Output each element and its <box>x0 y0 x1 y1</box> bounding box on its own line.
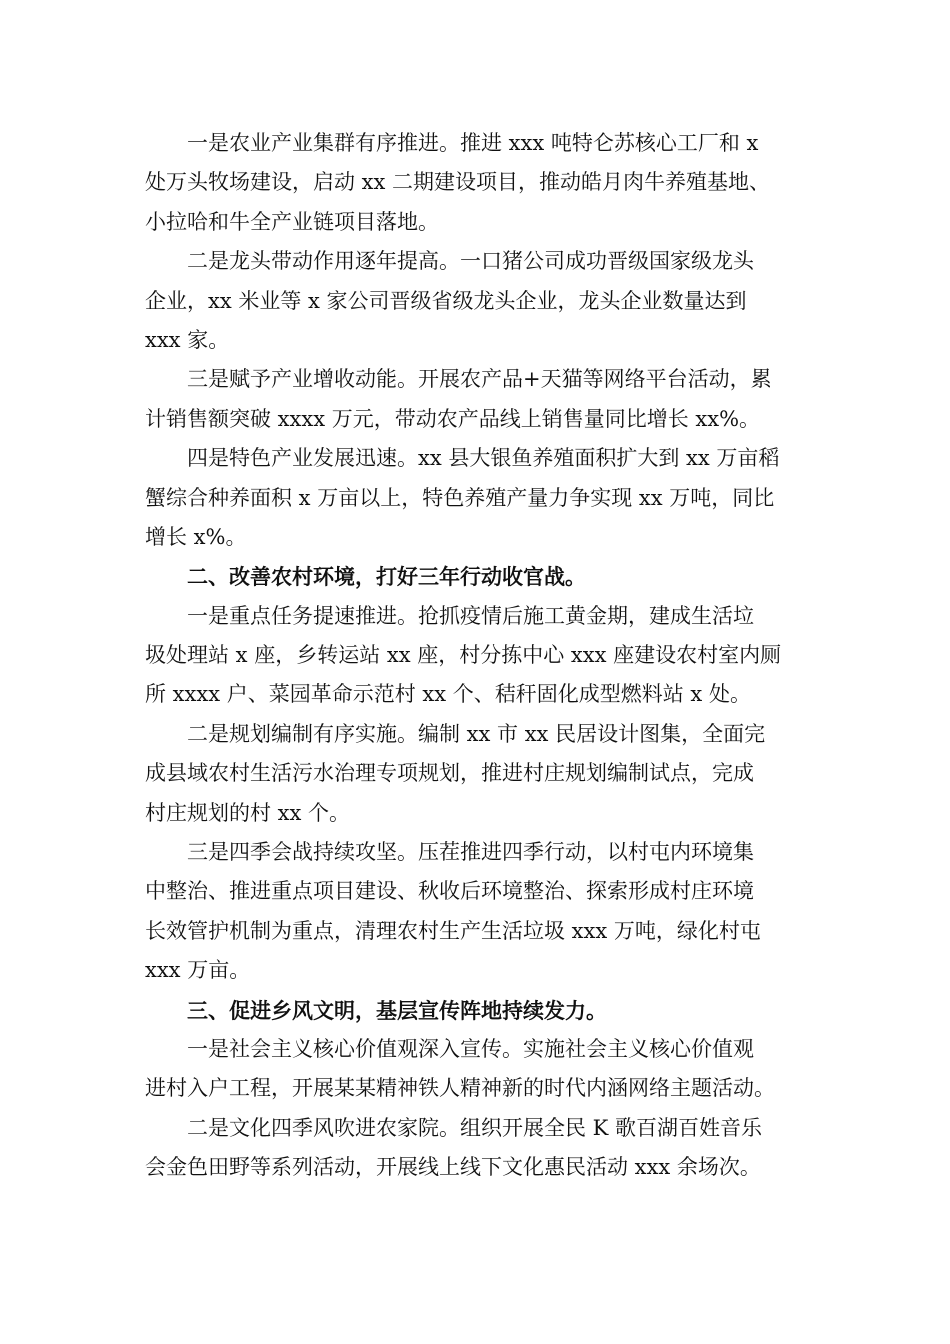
text-line: 村庄规划的村 xx 个。 <box>145 800 351 825</box>
text-line: 三是赋予产业增收动能。开展农产品+天猫等网络平台活动，累 <box>187 367 772 392</box>
text-line: 增长 x%。 <box>145 524 247 549</box>
paragraph-income-growth <box>145 360 817 439</box>
paragraph-core-values <box>145 1030 817 1109</box>
paragraph-agri-cluster <box>145 124 817 242</box>
text-line: 一是社会主义核心价值观深入宣传。实施社会主义核心价值观 <box>187 1036 754 1061</box>
paragraph-four-seasons-campaign <box>145 833 817 991</box>
text-line: 企业，xx 米业等 x 家公司晋级省级龙头企业，龙头企业数量达到 <box>145 288 747 313</box>
text-line: 进村入户工程，开展某某精神铁人精神新的时代内涵网络主题活动。 <box>145 1076 775 1101</box>
text-line: 一是农业产业集群有序推进。推进 xxx 吨特仑苏核心工厂和 x <box>187 131 759 155</box>
document-body <box>145 124 817 1188</box>
text-line: 二是规划编制有序实施。编制 xx 市 xx 民居设计图集，全面完 <box>187 721 766 746</box>
text-line: 一是重点任务提速推进。抢抓疫情后施工黄金期，建成生活垃 <box>187 603 754 628</box>
text-line: 会金色田野等系列活动，开展线上线下文化惠民活动 xxx 余场次。 <box>145 1155 761 1180</box>
text-line: 处万头牧场建设，启动 xx 二期建设项目，推动皓月肉牛养殖基地、 <box>145 170 771 195</box>
paragraph-leading-enterprises <box>145 242 817 360</box>
text-line: 成县域农村生活污水治理专项规划，推进村庄规划编制试点，完成 <box>145 761 754 786</box>
heading-text: 三、促进乡风文明，基层宣传阵地持续发力。 <box>187 997 607 1023</box>
paragraph-specialty-industry <box>145 439 817 557</box>
text-line: 计销售额突破 xxxx 万元，带动农产品线上销售量同比增长 xx%。 <box>145 406 761 431</box>
text-line: 蟹综合种养面积 x 万亩以上，特色养殖产量力争实现 xx 万吨，同比 <box>145 485 775 510</box>
paragraph-key-tasks <box>145 597 817 715</box>
text-line: xxx 家。 <box>145 327 230 352</box>
text-line: xxx 万亩。 <box>145 958 251 983</box>
section-heading-rural-environment <box>145 557 817 596</box>
heading-text: 二、改善农村环境，打好三年行动收官战。 <box>187 564 586 590</box>
text-line: 二是龙头带动作用逐年提高。一口猪公司成功晋级国家级龙头 <box>187 249 754 274</box>
text-line: 小拉哈和牛全产业链项目落地。 <box>145 209 439 234</box>
text-line: 三是四季会战持续攻坚。压茬推进四季行动，以村屯内环境集 <box>187 840 754 865</box>
text-line: 中整治、推进重点项目建设、秋收后环境整治、探索形成村庄环境 <box>145 879 754 904</box>
text-line: 圾处理站 x 座，乡转运站 xx 座，村分拣中心 xxx 座建设农村室内厕 <box>145 643 782 668</box>
section-heading-rural-civilization <box>145 991 817 1030</box>
paragraph-culture-activities <box>145 1109 817 1188</box>
text-line: 二是文化四季风吹进农家院。组织开展全民 K 歌百湖百姓音乐 <box>187 1115 763 1140</box>
text-line: 四是特色产业发展迅速。xx 县大银鱼养殖面积扩大到 xx 万亩稻 <box>187 446 780 471</box>
paragraph-planning <box>145 715 817 833</box>
text-line: 所 xxxx 户、菜园革命示范村 xx 个、秸秆固化成型燃料站 x 处。 <box>145 682 751 707</box>
text-line: 长效管护机制为重点，清理农村生产生活垃圾 xxx 万吨，绿化村屯 <box>145 918 761 943</box>
